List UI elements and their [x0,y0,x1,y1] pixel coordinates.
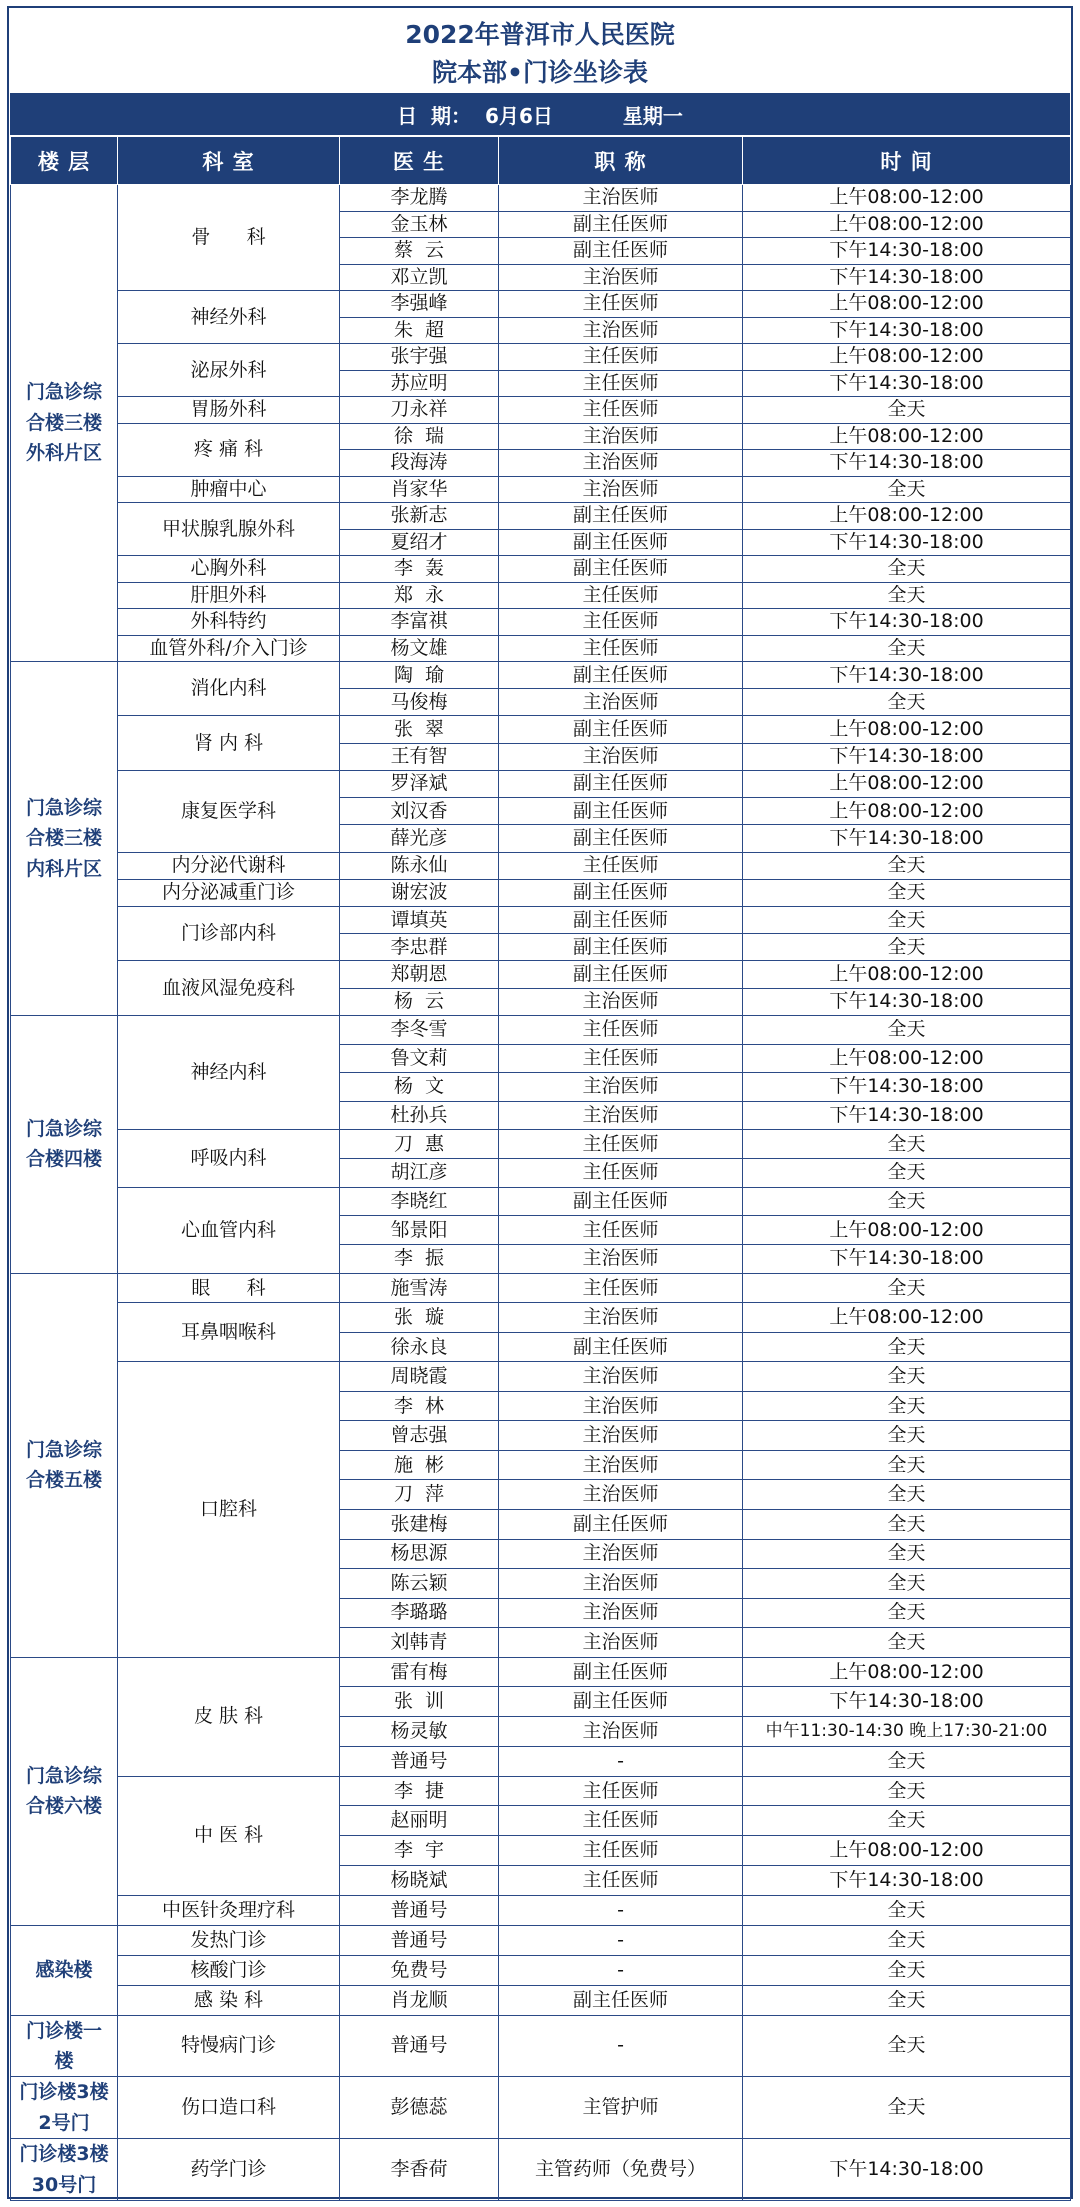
doctor-cell: 刀 惠 [340,1130,499,1159]
floor-cell: 门诊楼3楼 2号门 [11,2077,118,2139]
doctor-cell: 李冬雪 [340,1015,499,1044]
title-cell: 主治医师 [499,1391,743,1421]
date-label: 日 期： [397,103,472,128]
title-cell: 副主任医师 [499,716,743,743]
table-row [11,423,1071,450]
table-row [11,635,1071,662]
title-cell: 主任医师 [499,1216,743,1245]
time-cell: 全天 [743,1539,1071,1569]
time-cell: 全天 [743,1273,1071,1303]
title-cell: - [499,2015,743,2077]
time-cell: 全天 [743,1130,1071,1159]
floor-cell: 门急诊综 合楼三楼 内科片区 [11,662,118,1016]
doctor-cell: 陶 瑜 [340,662,499,689]
title-cell: 副主任医师 [499,556,743,583]
title-cell: 主治医师 [499,1450,743,1480]
doctor-cell: 普通号 [340,1895,499,1925]
title-cell: 副主任医师 [499,770,743,797]
title-cell: 副主任医师 [499,1187,743,1216]
dept-cell: 口腔科 [118,1362,340,1657]
schedule-sheet [7,6,1073,2199]
time-cell: 全天 [743,852,1071,879]
time-cell: 上午08:00-12:00 [743,1836,1071,1866]
time-cell: 下午14:30-18:00 [743,317,1071,344]
doctor-cell: 杨灵敏 [340,1717,499,1747]
time-cell: 上午08:00-12:00 [743,423,1071,450]
time-cell: 下午14:30-18:00 [743,370,1071,397]
table-row [11,1362,1071,1392]
table-row [11,1273,1071,1303]
time-cell: 全天 [743,1391,1071,1421]
doctor-cell: 李香荷 [340,2139,499,2201]
time-cell: 全天 [743,1159,1071,1188]
title-cell: 主治医师 [499,317,743,344]
time-cell: 全天 [743,1332,1071,1362]
title-cell: 主任医师 [499,609,743,636]
doctor-cell: 鲁文莉 [340,1044,499,1073]
title-cell: 主治医师 [499,264,743,291]
table-row [11,1015,1071,1044]
title-cell: 主任医师 [499,1015,743,1044]
time-cell: 下午14:30-18:00 [743,1866,1071,1896]
title-cell: 副主任医师 [499,906,743,933]
time-cell: 全天 [743,476,1071,503]
doctor-cell: 刘韩青 [340,1628,499,1658]
doctor-cell: 蔡 云 [340,238,499,265]
time-cell: 全天 [743,397,1071,424]
doctor-cell: 金玉林 [340,211,499,238]
time-cell: 下午14:30-18:00 [743,1245,1071,1274]
doctor-cell: 王有智 [340,743,499,770]
floor-cell: 门急诊综 合楼三楼 外科片区 [11,185,118,662]
doctor-cell: 免费号 [340,1955,499,1985]
time-cell: 全天 [743,1895,1071,1925]
doctor-cell: 邓立凯 [340,264,499,291]
doctor-cell: 陈永仙 [340,852,499,879]
table-row [11,397,1071,424]
time-cell: 全天 [743,1955,1071,1985]
title-cell: 主治医师 [499,1717,743,1747]
table-row [11,1187,1071,1216]
title-cell: 主任医师 [499,635,743,662]
table-row [11,961,1071,988]
dept-cell: 康复医学科 [118,770,340,852]
title-cell: 副主任医师 [499,798,743,825]
doctor-cell: 李晓红 [340,1187,499,1216]
title-cell: 主治医师 [499,423,743,450]
time-cell: 全天 [743,1015,1071,1044]
table-row [11,185,1071,212]
time-cell: 上午08:00-12:00 [743,1657,1071,1687]
time-cell: 全天 [743,934,1071,961]
time-cell: 上午08:00-12:00 [743,716,1071,743]
title-cell: 主治医师 [499,1628,743,1658]
dept-cell: 神经外科 [118,291,340,344]
title-cell: - [499,1746,743,1776]
title-cell: 主治医师 [499,743,743,770]
doctor-cell: 郑 永 [340,582,499,609]
dept-cell: 中 医 科 [118,1776,340,1895]
time-cell: 全天 [743,635,1071,662]
time-cell: 全天 [743,2077,1071,2139]
doctor-cell: 杨 文 [340,1073,499,1102]
time-cell: 上午08:00-12:00 [743,185,1071,212]
title-cell: 副主任医师 [499,934,743,961]
dept-cell: 药学门诊 [118,2139,340,2201]
doctor-cell: 张 璇 [340,1303,499,1333]
floor-cell: 门急诊综 合楼六楼 [11,1657,118,1925]
title-cell: 副主任医师 [499,825,743,852]
table-row [11,1303,1071,1333]
dept-cell: 发热门诊 [118,1925,340,1955]
floor-cell: 门诊楼3楼 30号门 [11,2139,118,2201]
time-cell: 全天 [743,582,1071,609]
time-cell: 下午14:30-18:00 [743,825,1071,852]
table-row [11,1985,1071,2015]
dept-cell: 甲状腺乳腺外科 [118,503,340,556]
page-title: 2022年普洱市人民医院 [405,20,675,49]
time-cell: 全天 [743,1628,1071,1658]
time-cell: 中午11:30-14:30 晚上17:30-21:00 [743,1717,1071,1747]
time-cell: 全天 [743,879,1071,906]
schedule-body [11,185,1071,2201]
title-cell: 主治医师 [499,1539,743,1569]
time-cell: 上午08:00-12:00 [743,1303,1071,1333]
doctor-cell: 段海涛 [340,450,499,477]
time-cell: 全天 [743,906,1071,933]
title-cell: 主治医师 [499,1303,743,1333]
doctor-cell: 郑朝恩 [340,961,499,988]
time-cell: 全天 [743,1598,1071,1628]
time-cell: 上午08:00-12:00 [743,291,1071,318]
time-cell: 全天 [743,1925,1071,1955]
title-cell: 副主任医师 [499,1332,743,1362]
table-row [11,556,1071,583]
title-cell: 副主任医师 [499,1510,743,1540]
title-cell: 主治医师 [499,185,743,212]
dept-cell: 皮 肤 科 [118,1657,340,1776]
floor-cell: 门急诊综 合楼四楼 [11,1015,118,1273]
title-cell: 副主任医师 [499,662,743,689]
title-cell: 主治医师 [499,1480,743,1510]
title-cell: - [499,1925,743,1955]
table-row [11,1776,1071,1806]
table-row [11,852,1071,879]
title-cell: 主任医师 [499,344,743,371]
dept-cell: 泌尿外科 [118,344,340,397]
table-row [11,344,1071,371]
doctor-cell: 谭填英 [340,906,499,933]
table-row [11,879,1071,906]
doctor-cell: 彭德蕊 [340,2077,499,2139]
time-cell: 下午14:30-18:00 [743,1101,1071,1130]
time-cell: 全天 [743,1421,1071,1451]
time-cell: 上午08:00-12:00 [743,798,1071,825]
doctor-cell: 马俊梅 [340,689,499,716]
title-cell: 主任医师 [499,1159,743,1188]
title-cell: 副主任医师 [499,211,743,238]
doctor-cell: 李 宇 [340,1836,499,1866]
doctor-cell: 张建梅 [340,1510,499,1540]
dept-cell: 消化内科 [118,662,340,716]
time-cell: 上午08:00-12:00 [743,770,1071,797]
doctor-cell: 朱 超 [340,317,499,344]
time-cell: 下午14:30-18:00 [743,529,1071,556]
title-cell: 副主任医师 [499,961,743,988]
title-cell: 主治医师 [499,1245,743,1274]
title-cell: 主任医师 [499,1273,743,1303]
title-cell: 主治医师 [499,988,743,1015]
dept-cell: 门诊部内科 [118,906,340,960]
doctor-cell: 李 轰 [340,556,499,583]
dept-cell: 中医针灸理疗科 [118,1895,340,1925]
title-cell: 主任医师 [499,582,743,609]
doctor-cell: 谢宏波 [340,879,499,906]
time-cell: 上午08:00-12:00 [743,961,1071,988]
dept-cell: 神经内科 [118,1015,340,1130]
time-cell: 全天 [743,2015,1071,2077]
dept-cell: 眼 科 [118,1273,340,1303]
title-cell: 主治医师 [499,689,743,716]
title-cell: 主治医师 [499,450,743,477]
dept-cell: 肿瘤中心 [118,476,340,503]
time-cell: 上午08:00-12:00 [743,211,1071,238]
title-cell: 主任医师 [499,1836,743,1866]
time-cell: 下午14:30-18:00 [743,450,1071,477]
table-row [11,906,1071,933]
title-cell: - [499,1955,743,1985]
title-cell: 主治医师 [499,1101,743,1130]
header-time: 时 间 [743,137,1071,185]
doctor-cell: 施 彬 [340,1450,499,1480]
title-cell: 副主任医师 [499,1985,743,2015]
table-row [11,770,1071,797]
header-row [11,137,1071,185]
time-cell: 下午14:30-18:00 [743,264,1071,291]
time-cell: 上午08:00-12:00 [743,503,1071,530]
doctor-cell: 李强峰 [340,291,499,318]
title-cell: 副主任医师 [499,503,743,530]
doctor-cell: 罗泽斌 [340,770,499,797]
dept-cell: 特慢病门诊 [118,2015,340,2077]
doctor-cell: 杨 云 [340,988,499,1015]
doctor-cell: 杨晓斌 [340,1866,499,1896]
schedule-table [10,136,1071,2201]
floor-cell: 感染楼 [11,1925,118,2015]
time-cell: 全天 [743,556,1071,583]
time-cell: 全天 [743,1746,1071,1776]
time-cell: 下午14:30-18:00 [743,238,1071,265]
title-cell: 主治医师 [499,476,743,503]
floor-cell: 门急诊综 合楼五楼 [11,1273,118,1657]
dept-cell: 疼 痛 科 [118,423,340,476]
table-row [11,716,1071,743]
floor-cell: 门诊楼一 楼 [11,2015,118,2077]
time-cell: 上午08:00-12:00 [743,344,1071,371]
time-cell: 全天 [743,1806,1071,1836]
doctor-cell: 李富祺 [340,609,499,636]
time-cell: 全天 [743,689,1071,716]
table-row [11,2139,1071,2201]
header-floor: 楼 层 [11,137,118,185]
time-cell: 下午14:30-18:00 [743,2139,1071,2201]
dept-cell: 胃肠外科 [118,397,340,424]
time-cell: 下午14:30-18:00 [743,1687,1071,1717]
title-cell: - [499,1895,743,1925]
time-cell: 下午14:30-18:00 [743,662,1071,689]
doctor-cell: 李龙腾 [340,185,499,212]
doctor-cell: 赵丽明 [340,1806,499,1836]
doctor-cell: 徐永良 [340,1332,499,1362]
doctor-cell: 张宇强 [340,344,499,371]
table-row [11,609,1071,636]
dept-cell: 心胸外科 [118,556,340,583]
dept-cell: 核酸门诊 [118,1955,340,1985]
title-cell: 主管药师（免费号） [499,2139,743,2201]
table-row [11,476,1071,503]
doctor-cell: 周晓霞 [340,1362,499,1392]
doctor-cell: 夏绍才 [340,529,499,556]
doctor-cell: 李 振 [340,1245,499,1274]
title-cell: 副主任医师 [499,879,743,906]
doctor-cell: 胡江彦 [340,1159,499,1188]
doctor-cell: 徐 瑞 [340,423,499,450]
table-row [11,503,1071,530]
header-title: 职 称 [499,137,743,185]
table-row [11,1130,1071,1159]
doctor-cell: 雷有梅 [340,1657,499,1687]
table-row [11,662,1071,689]
doctor-cell: 张 训 [340,1687,499,1717]
dept-cell: 血液风湿免疫科 [118,961,340,1015]
dept-cell: 肾 内 科 [118,716,340,770]
dept-cell: 伤口造口科 [118,2077,340,2139]
title-cell: 主任医师 [499,397,743,424]
time-cell: 全天 [743,1776,1071,1806]
doctor-cell: 陈云颖 [340,1569,499,1599]
title-cell: 主治医师 [499,1598,743,1628]
title-cell: 主任医师 [499,1806,743,1836]
table-row [11,582,1071,609]
time-cell: 全天 [743,1362,1071,1392]
time-cell: 全天 [743,1569,1071,1599]
title-cell: 副主任医师 [499,1687,743,1717]
dept-cell: 感 染 科 [118,1985,340,2015]
table-row [11,291,1071,318]
dept-cell: 内分泌减重门诊 [118,879,340,906]
table-row [11,1925,1071,1955]
time-cell: 全天 [743,1187,1071,1216]
doctor-cell: 曾志强 [340,1421,499,1451]
dept-cell: 耳鼻咽喉科 [118,1303,340,1362]
title-cell: 主任医师 [499,291,743,318]
title-cell: 主任医师 [499,1776,743,1806]
title-cell: 主管护师 [499,2077,743,2139]
doctor-cell: 张 翠 [340,716,499,743]
title-cell: 主治医师 [499,1073,743,1102]
doctor-cell: 普通号 [340,1925,499,1955]
page-subtitle: 院本部•门诊坐诊表 [432,58,648,87]
doctor-cell: 李忠群 [340,934,499,961]
doctor-cell: 施雪涛 [340,1273,499,1303]
time-cell: 下午14:30-18:00 [743,988,1071,1015]
time-cell: 下午14:30-18:00 [743,1073,1071,1102]
doctor-cell: 杨思源 [340,1539,499,1569]
title-cell: 主治医师 [499,1569,743,1599]
header-doctor: 医 生 [340,137,499,185]
title-cell: 主任医师 [499,1866,743,1896]
dept-cell: 血管外科/介入门诊 [118,635,340,662]
doctor-cell: 刀 萍 [340,1480,499,1510]
time-cell: 全天 [743,1985,1071,2015]
doctor-cell: 刀永祥 [340,397,499,424]
dept-cell: 内分泌代谢科 [118,852,340,879]
title-cell: 主治医师 [499,1421,743,1451]
doctor-cell: 李璐璐 [340,1598,499,1628]
title-cell: 副主任医师 [499,1657,743,1687]
title-cell: 主任医师 [499,1130,743,1159]
date-bar [10,93,1070,135]
table-row [11,1657,1071,1687]
header-dept: 科 室 [118,137,340,185]
doctor-cell: 肖龙顺 [340,1985,499,2015]
table-row [11,2015,1071,2077]
date-value: 6月6日 [485,103,553,128]
table-row [11,1955,1071,1985]
dept-cell: 外科特约 [118,609,340,636]
doctor-cell: 杨文雄 [340,635,499,662]
table-row [11,1895,1071,1925]
doctor-cell: 杜孙兵 [340,1101,499,1130]
title-cell: 副主任医师 [499,238,743,265]
doctor-cell: 刘汉香 [340,798,499,825]
time-cell: 上午08:00-12:00 [743,1044,1071,1073]
doctor-cell: 张新志 [340,503,499,530]
title-cell: 主任医师 [499,1044,743,1073]
time-cell: 全天 [743,1510,1071,1540]
table-row [11,2077,1071,2139]
weekday-value: 星期一 [622,103,683,128]
doctor-cell: 普通号 [340,1746,499,1776]
time-cell: 全天 [743,1450,1071,1480]
dept-cell: 心血管内科 [118,1187,340,1273]
title-cell: 主任医师 [499,370,743,397]
doctor-cell: 李 林 [340,1391,499,1421]
title-cell: 主治医师 [499,1362,743,1392]
title-cell: 副主任医师 [499,529,743,556]
dept-cell: 骨 科 [118,185,340,291]
doctor-cell: 肖家华 [340,476,499,503]
dept-cell: 呼吸内科 [118,1130,340,1187]
time-cell: 全天 [743,1480,1071,1510]
doctor-cell: 薛光彦 [340,825,499,852]
doctor-cell: 李 捷 [340,1776,499,1806]
doctor-cell: 苏应明 [340,370,499,397]
doctor-cell: 普通号 [340,2015,499,2077]
doctor-cell: 邹景阳 [340,1216,499,1245]
title-cell: 主任医师 [499,852,743,879]
time-cell: 下午14:30-18:00 [743,609,1071,636]
dept-cell: 肝胆外科 [118,582,340,609]
time-cell: 上午08:00-12:00 [743,1216,1071,1245]
time-cell: 下午14:30-18:00 [743,743,1071,770]
